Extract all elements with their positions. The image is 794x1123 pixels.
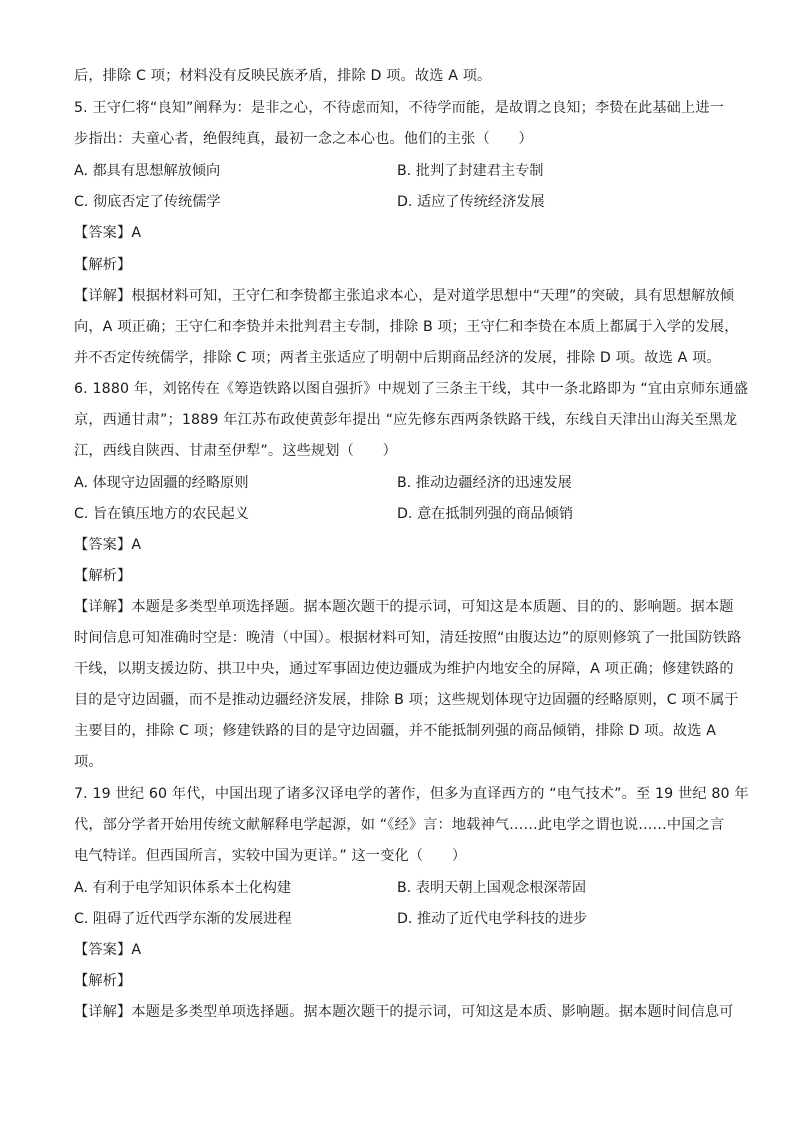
explanation-text: 干线，以期支援边防、拱卫中央，通过军事固边使边疆成为维护内地安全的屏障，A 项正确；修建铁路的 — [74, 661, 734, 677]
answer-label: 【答案】A — [74, 942, 142, 958]
q6-option-a: A. 体现守边固疆的经略原则 — [74, 475, 249, 491]
answer-label: 【答案】A — [74, 537, 142, 553]
question-6-stem: 江，西线自陕西、甘肃至伊犁”。这些规划（ ） — [74, 443, 397, 459]
q5-option-b: B. 批判了封建君主专制 — [397, 163, 544, 179]
text-line: 后，排除 C 项；材料没有反映民族矛盾，排除 D 项。故选 A 项。 — [74, 68, 492, 84]
q5-option-a: A. 都具有思想解放倾向 — [74, 163, 221, 179]
q6-option-b: B. 推动边疆经济的迅速发展 — [397, 475, 572, 491]
q7-option-c: C. 阻碍了近代西学东渐的发展进程 — [74, 911, 292, 927]
q6-option-d: D. 意在抵制列强的商品倾销 — [397, 506, 574, 522]
q7-option-d: D. 推动了近代电学科技的进步 — [397, 911, 588, 927]
explanation-text: 目的是守边固疆，而不是推动边疆经济发展，排除 B 项；这些规划体现守边固疆的经略原则，C 项不属于 — [74, 692, 739, 708]
question-6-stem: 6. 1880 年，刘铭传在《筹造铁路以图自强折》中规划了三条主干线，其中一条北路即为 “宜由京师东通盛 — [74, 381, 749, 397]
explanation-text: 【详解】本题是多类型单项选择题。据本题次题干的提示词，可知这是本质、影响题。据本题时间信息可 — [74, 1004, 734, 1020]
explanation-text: 时间信息可知准确时空是：晚清（中国）。根据材料可知，清廷按照“由腹达边”的原则修筑了一批国防铁路 — [74, 630, 742, 646]
q5-option-d: D. 适应了传统经济发展 — [397, 194, 545, 210]
analysis-label: 【解析】 — [74, 257, 132, 273]
explanation-text: 向，A 项正确；王守仁和李贽并未批判君主专制，排除 B 项；王守仁和李贽在本质上都属于入学的发展， — [74, 319, 739, 335]
question-6-stem: 京，西通甘肃”；1889 年江苏布政使黄彭年提出 “应先修东西两条铁路干线，东线自天津出山海关至黑龙 — [74, 412, 738, 428]
explanation-text: 项。 — [74, 754, 103, 770]
explanation-text: 【详解】根据材料可知，王守仁和李贽都主张追求本心，是对道学思想中“天理”的突破，具有思想解放倾 — [74, 288, 735, 304]
answer-label: 【答案】A — [74, 225, 142, 241]
explanation-text: 并不否定传统儒学，排除 C 项；两者主张适应了明朝中后期商品经济的发展，排除 D 项。故选 A 项。 — [74, 350, 721, 366]
q7-option-b: B. 表明天朝上国观念根深蒂固 — [397, 880, 587, 896]
question-7-stem: 代，部分学者开始用传统文献解释电学起源，如 “《经》言：地载神气……此电学之谓也说……中国之言 — [74, 817, 725, 833]
q7-option-a: A. 有利于电学知识体系本土化构建 — [74, 880, 292, 896]
analysis-label: 【解析】 — [74, 973, 132, 989]
question-5-stem: 5. 王守仁将“良知”阐释为：是非之心，不待虑而知，不待学而能，是故谓之良知；李贽在此基础上进一 — [74, 100, 725, 116]
question-7-stem: 电气特详。但西国所言，实较中国为更详。” 这一变化（ ） — [74, 848, 467, 864]
question-5-stem: 步指出：夫童心者，绝假纯真，最初一念之本心也。他们的主张（ ） — [74, 131, 533, 147]
q6-option-c: C. 旨在镇压地方的农民起义 — [74, 506, 249, 522]
q5-option-c: C. 彻底否定了传统儒学 — [74, 194, 221, 210]
analysis-label: 【解析】 — [74, 568, 132, 584]
explanation-text: 【详解】本题是多类型单项选择题。据本题次题干的提示词，可知这是本质题、目的的、影响题。据本题 — [74, 599, 734, 615]
explanation-text: 主要目的，排除 C 项；修建铁路的目的是守边固疆，并不能抵制列强的商品倾销，排除 D 项。故选 A — [74, 723, 717, 739]
question-7-stem: 7. 19 世纪 60 年代，中国出现了诸多汉译电学的著作，但多为直译西方的 “电气技术”。至 19 世纪 80 年 — [74, 786, 749, 802]
